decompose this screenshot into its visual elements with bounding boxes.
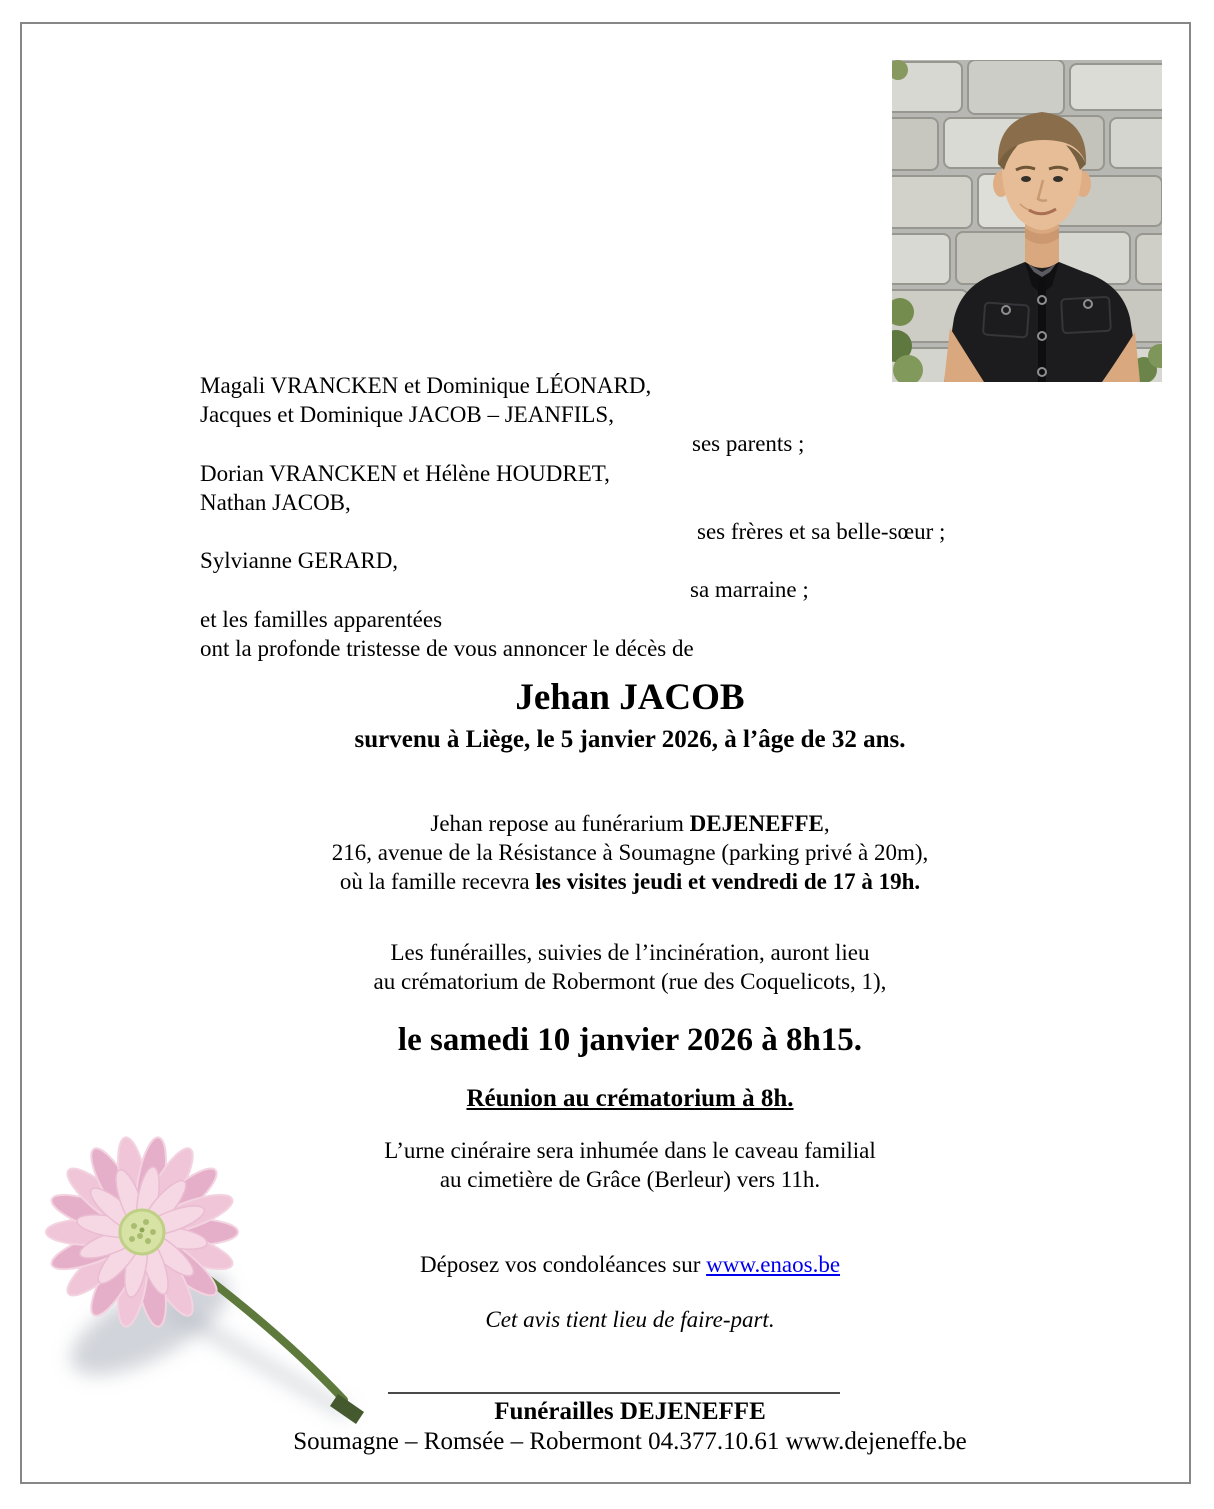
footer-divider [388,1392,840,1394]
condolences-text: Déposez vos condoléances sur [419,1252,707,1277]
funeral-home-contact: Soumagne – Romsée – Robermont 04.377.10.61 www.dejeneffe.be [293,1428,967,1455]
repose-line: Jehan repose au funérarium DEJENEFFE, [430,811,830,836]
ceremony-datetime: le samedi 10 janvier 2026 à 8h15. [397,1022,863,1058]
repose-block [200,809,1060,897]
ceremony-line: Les funérailles, suivies de l’incinération, auront lieu [390,940,870,965]
repose-address-line: 216, avenue de la Résistance à Soumagne (parking privé à 20m), [331,840,929,866]
family-line: Nathan JACOB, [200,489,351,515]
deceased-photo-illustration [892,60,1162,382]
family-line: Dorian VRANCKEN et Hélène HOUDRET, [200,460,610,486]
enaos-link[interactable]: www.enaos.be [706,1252,841,1277]
ceremony-line: au crématorium de Robermont (rue des Coquelicots, 1), [373,969,887,995]
relation-label-godmother: sa marraine ; [690,577,809,603]
family-line: Sylvianne GERARD, [200,548,399,574]
funeral-home-name: DEJENEFFE [689,811,824,836]
announcement-intro-line: ont la profonde tristesse de vous annoncer le décès de [200,635,694,661]
death-details: survenu à Liège, le 5 janvier 2026, à l’âge de 32 ans. [354,726,906,753]
visits-line: où la famille recevra les visites jeudi et vendredi de 17 à 19h. [339,869,921,895]
family-line: et les familles apparentées [200,606,443,632]
urn-line: au cimetière de Grâce (Berleur) vers 11h. [439,1167,821,1193]
family-line: Jacques et Dominique JACOB – JEANFILS, [200,402,614,428]
condolences-line [200,1250,1060,1279]
relation-label-parents: ses parents ; [692,431,805,457]
family-names-block [200,371,980,663]
deceased-photo [892,60,1162,382]
meeting-line: Réunion au crématorium à 8h. [466,1085,794,1112]
ceremony-block [200,938,1060,996]
funeral-home-title: Funérailles DEJENEFFE [494,1398,766,1425]
urn-block [200,1136,1060,1194]
deceased-name-title: Jehan JACOB [515,677,745,718]
visits-hours: les visites jeudi et vendredi de 17 à 19h. [535,869,921,895]
family-line: Magali VRANCKEN et Dominique LÉONARD, [200,373,652,398]
relation-label-brothers: ses frères et sa belle-sœur ; [697,519,946,545]
urn-line: L’urne cinéraire sera inhumée dans le caveau familial [384,1138,876,1163]
faire-part-notice: Cet avis tient lieu de faire-part. [485,1307,775,1332]
